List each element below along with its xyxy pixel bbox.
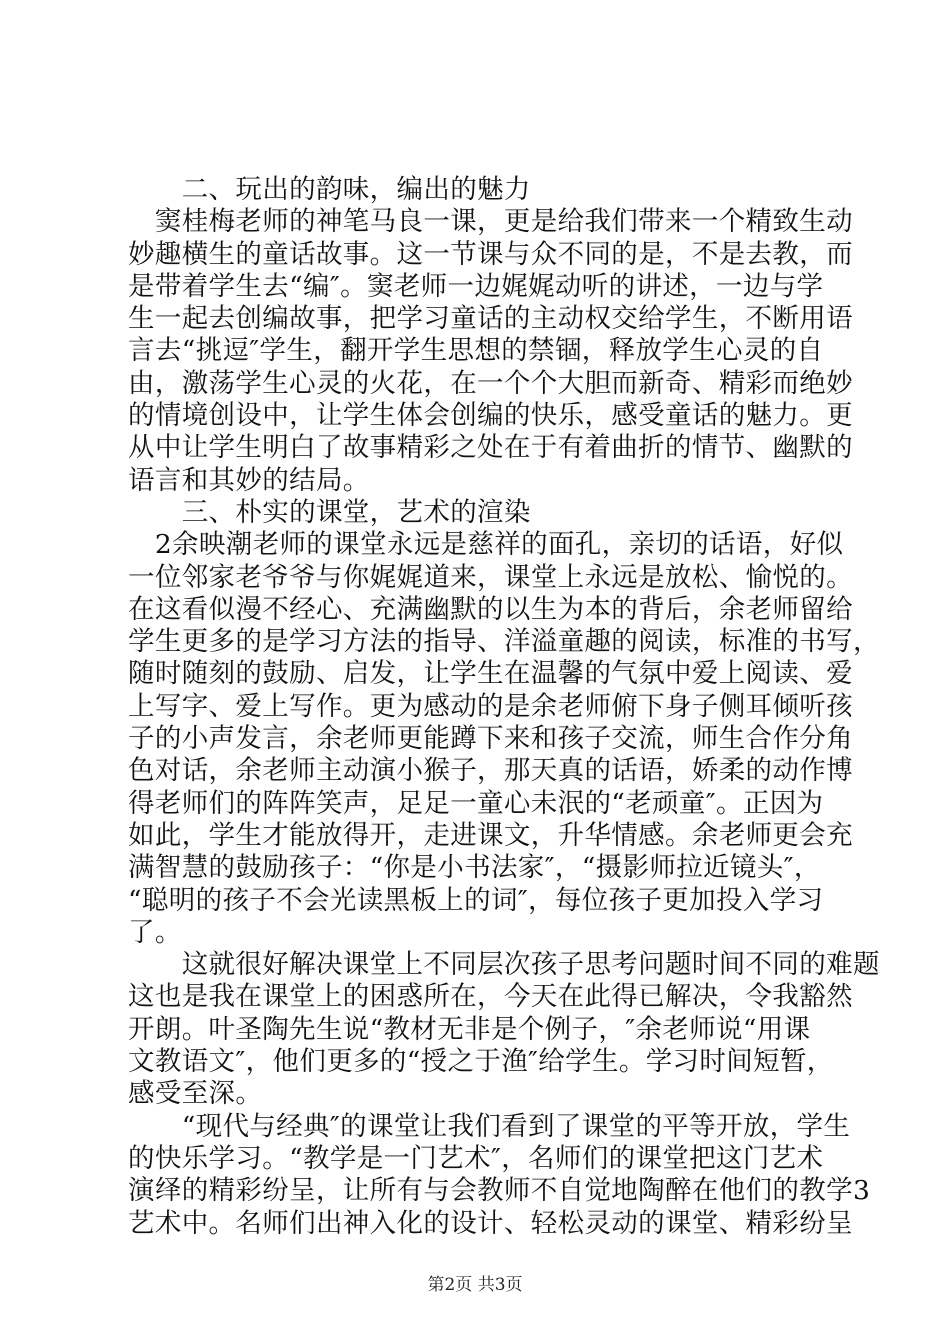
- text-line: 从中让学生明白了故事精彩之处在于有着曲折的情节、幽默的: [128, 432, 853, 464]
- text-line: 演绎的精彩纷呈，让所有与会教师不自觉地陶醉在他们的教学3: [128, 1175, 871, 1207]
- text-line: 感受至深。: [128, 1078, 263, 1110]
- text-line: 了。: [128, 916, 182, 948]
- text-line: 上写字、爱上写作。更为感动的是余老师俯下身子侧耳倾听孩: [128, 690, 853, 722]
- text-line: “聪明的孩子不会光读黑板上的词″，每位孩子更加投入学习: [128, 884, 824, 916]
- text-line: 是带着学生去“编″。窦老师一边娓娓动听的讲述，一边与学: [128, 270, 824, 302]
- text-line: 由，激荡学生心灵的火花，在一个个大胆而新奇、精彩而绝妙: [128, 367, 853, 399]
- text-line: 这也是我在课堂上的困惑所在，今天在此得已解决，令我豁然: [128, 981, 853, 1013]
- text-line: 文教语文″，他们更多的“授之于渔″给学生。学习时间短暂，: [128, 1046, 834, 1078]
- text-line: 三、朴实的课堂，艺术的渲染: [128, 496, 531, 528]
- text-line: 在这看似漫不经心、充满幽默的以生为本的背后，余老师留给: [128, 593, 853, 625]
- text-line: 2余映潮老师的课堂永远是慈祥的面孔，亲切的话语，好似: [128, 529, 844, 561]
- text-line: 生一起去创编故事，把学习童话的主动权交给学生，不断用语: [128, 303, 853, 335]
- text-line: 妙趣横生的童话故事。这一节课与众不同的是，不是去教，而: [128, 238, 853, 270]
- page-number-footer: 第2页 共3页: [427, 1275, 523, 1295]
- text-line: 随时随刻的鼓励、启发，让学生在温馨的气氛中爱上阅读、爱: [128, 658, 853, 690]
- text-line: 语言和其妙的结局。: [128, 464, 370, 496]
- text-line: 学生更多的是学习方法的指导、洋溢童趣的阅读，标准的书写，: [128, 626, 880, 658]
- text-line: “现代与经典″的课堂让我们看到了课堂的平等开放，学生: [128, 1110, 851, 1142]
- document-body: [128, 174, 880, 1240]
- text-line: 的快乐学习。“教学是一门艺术″，名师们的课堂把这门艺术: [128, 1142, 824, 1174]
- text-line: 的情境创设中，让学生体会创编的快乐，感受童话的魅力。更: [128, 400, 853, 432]
- text-line: 如此，学生才能放得开，走进课文，升华情感。余老师更会充: [128, 819, 853, 851]
- text-line: 窦桂梅老师的神笔马良一课，更是给我们带来一个精致生动: [128, 206, 853, 238]
- text-line: 得老师们的阵阵笑声，足足一童心未泯的“老顽童″。正因为: [128, 787, 824, 819]
- text-line: 这就很好解决课堂上不同层次孩子思考问题时间不同的难题: [128, 949, 880, 981]
- text-line: 言去“挑逗″学生，翻开学生思想的禁锢，释放学生心灵的自: [128, 335, 824, 367]
- text-line: 满智慧的鼓励孩子：“你是小书法家″，“摄影师拉近镜头″，: [128, 852, 821, 884]
- text-line: 开朗。叶圣陶先生说“教材无非是个例子，″余老师说“用课: [128, 1013, 811, 1045]
- text-line: 子的小声发言，余老师更能蹲下来和孩子交流，师生合作分角: [128, 723, 853, 755]
- text-line: 一位邻家老爷爷与你娓娓道来，课堂上永远是放松、愉悦的。: [128, 561, 853, 593]
- text-line: 二、玩出的韵味，编出的魅力: [128, 174, 531, 205]
- text-line: 色对话，余老师主动演小猴子，那天真的话语，娇柔的动作博: [128, 755, 853, 787]
- text-line: 艺术中。名师们出神入化的设计、轻松灵动的课堂、精彩纷呈: [128, 1207, 853, 1239]
